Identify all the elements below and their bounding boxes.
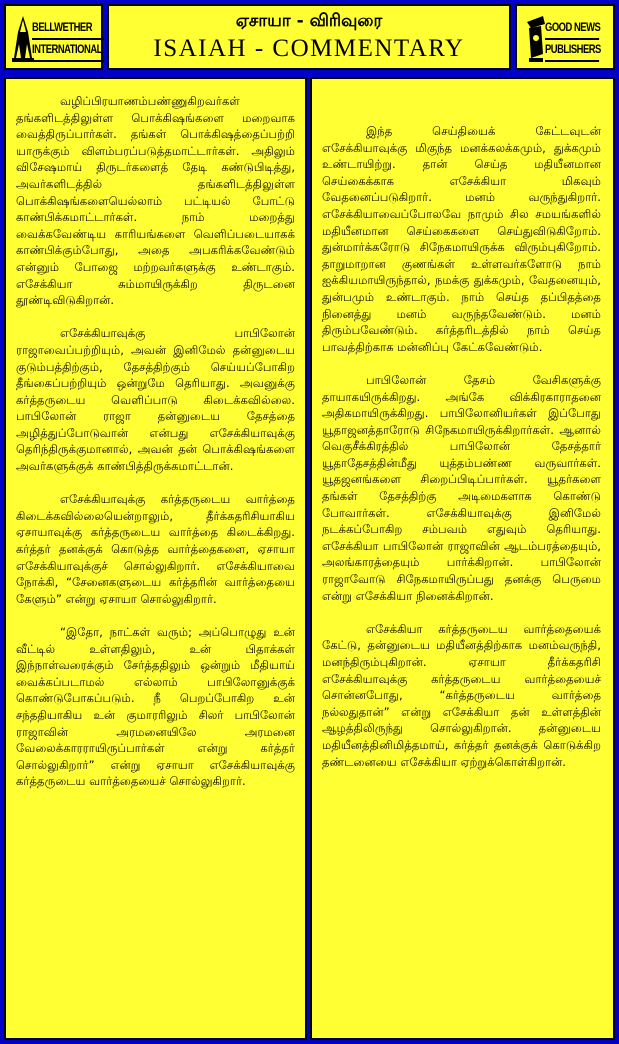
paragraph: “இதோ, நாட்கள் வரும்; அப்பொழுது உன் வீட்டில் உள்ளதிலும், உன் பிதாக்கள் இந்நாள்வரைக்கும் சேர்த்ததிலும் ஒன்றும் மீதியாய் வைக்கப்படாமல் எல்லாம் பாபிலோனுக்குக் கொண்டுபோகப்படும். நீ பெறப்போகிற உன் சந்ததியாகிய உன் குமாரரிலும் சிலர் பாபிலோன் ராஜாவின் அரமனையிலே அரமனை வேலைக்காரராயிருப்பார்கள் என்று கர்த்தர் சொல்லுகிறார்” என்று ஏசாயா எசேக்கியாவுக்கு கர்த்தருடைய வார்த்தையைச் சொல்லுகிறார். [16, 625, 295, 789]
right-column [310, 77, 615, 1040]
left-column [4, 77, 307, 1040]
paragraph: எசேக்கியா கர்த்தருடைய வார்த்தையைக் கேட்டு, தன்னுடைய மதியீனத்திற்காக மனம்வருந்தி, மனந்திரும்புகிறான். ஏசாயா தீர்க்கதரிசி எசேக்கியாவுக்கு கர்த்தருடைய வார்த்தையைச் சொன்னபோது, “கர்த்தருடைய வார்த்தை நல்லதுதான்” என்று எசேக்கியா தன் உள்ளத்தின் ஆழத்திலிருந்து சொல்லுகிறான். தன்னுடைய மதியீனத்தினிமித்தமாய், கர்த்தர் தனக்குக் கொடுக்கிற தண்டனையை எசேக்கியா ஏற்றுக்கொள்கிறான். [322, 621, 601, 769]
paragraph: பாபிலோன் தேசம் வேசிகளுக்கு தாயாகயிருக்கிறது. அங்கே விக்கிரகாராதனை அதிகமாயிருக்கிறது. பாபிலோனியர்கள் இப்போது யூதாஜனத்தாரோடு சிநேகமாயிருக்கிறார்கள். ஆனால் வெகுசீக்கிரத்தில் பாபிலோன் தேசத்தார் யூதாதேசத்தின்மீது யுத்தம்பண்ண வருவார்கள். யூதஜனங்களை சிறைப்பிடிப்பார்கள். யூதர்களை தங்கள் தேசத்திற்கு அடிமைகளாக கொண்டு போவார்கள். எசேக்கியாவுக்கு இனிமேல் நடக்கப்போகிற சம்பவம் எதுவும் தெரியாது. எசேக்கியா பாபிலோன் ராஜாவின் ஆடம்பரத்தையும், அலங்காரத்தையும் பார்க்கிறான். பாபிலோன் ராஜாவோடு சிநேகமாயிருப்பது தனக்கு பெருமை என்று எசேக்கியா நினைக்கிறான். [322, 372, 601, 603]
title-english: ISAIAH - COMMENTARY [153, 35, 465, 62]
bellwether-logo [4, 4, 103, 70]
logo-left-line2: INTERNATIONAL [32, 44, 102, 56]
logo-right-line1: GOOD NEWS [545, 22, 601, 34]
logo-right-line2: PUBLISHERS [545, 44, 601, 56]
paragraph: இந்த செய்தியைக் கேட்டவுடன் எசேக்கியாவுக்கு மிகுந்த மனக்கலக்கமும், துக்கமும் உண்டாயிற்று. தான் செய்த மதியீனமான செய்கைக்காக எசேக்கியா மிகவும் வேதனைப்படுகிறார். மனம் வருந்துகிறார். எசேக்கியாவைப்போலவே நாமும் சில சமயங்களில் மதியீனமான செய்கைகளை செய்துவிடுகிறோம். துன்மார்க்கரோடு சிநேகமாயிருக்க விரும்புகிறோம். தாறுமாறான குணங்கள் உள்ளவர்களோடு நாம் ஐக்கியமாயிருந்தால், நமக்கு துக்கமும், வேதனையும், துன்பமும் உண்டாகும். நாம் செய்த தப்பிதத்தை நினைத்து மனம் வருந்தவேண்டும். மனம் திரும்பவேண்டும். கர்த்தரிடத்தில் நாம் செய்த பாவத்திற்காக மன்னிப்பு கேட்கவேண்டும். [322, 124, 601, 354]
good-news-logo [515, 4, 615, 70]
logo-left-line1: BELLWETHER [32, 22, 93, 34]
paragraph: வழிப்பிரயாணம்பண்ணுகிறவர்கள் தங்களிடத்திலுள்ள பொக்கிஷங்களை மறைவாக வைத்திருப்பார்கள். தங்கள் பொக்கிஷத்தைப்பற்றி யாருக்கும் விளம்பரப்படுத்தமாட்டார்கள். அதிலும் விசேஷமாய் திருடர்களைத் தேடி கண்டுபிடித்து, அவர்களிடத்தில் தங்களிடத்திலுள்ள பொக்கிஷங்களையெல்லாம் பட்டியல் போட்டு காண்பிக்கமாட்டார்கள். நாம் மறைத்து வைக்கவேண்டிய காரியங்களை வெளிப்படையாகக் காண்பிக்கும்போது, அதை அபகரிக்கவேண்டும் என்னும் போஜை மற்றவர்களுக்கு உண்டாகும். எசேக்கியா சும்மாயிருக்கிற திருடனை தூண்டிவிடுகிறான். [16, 94, 295, 308]
paragraph: எசேக்கியாவுக்கு கர்த்தருடைய வார்த்தை கிடைக்கவில்லையென்றாலும், தீர்க்கதரிசியாகிய ஏசாயாவுக்கு கர்த்தருடைய வார்த்தை கிடைக்கிறது. கர்த்தர் தனக்குக் கொடுத்த வார்த்தைகளை, ஏசாயா எசேக்கியாவுக்குச் சொல்லுகிறார். எசேக்கியாவை நோக்கி, “சேனைகளுடைய கர்த்தரின் வார்த்தையை கேளும்” என்று ஏசாயா சொல்லுகிறார். [16, 492, 295, 606]
header-title [107, 4, 511, 70]
title-tamil: ஏசாயா - விரிவுரை [235, 11, 383, 31]
paragraph: எசேக்கியாவுக்கு பாபிலோன் ராஜாவைப்பற்றியும், அவன் இனிமேல் தன்னுடைய குடும்பத்திற்கும், தேசத்திற்கும் செய்யப்போகிற தீங்கைப்பற்றியும் ஒன்றுமே தெரியாது. அவனுக்கு கர்த்தருடைய வெளிப்பாடு கிடைக்கவில்லை. பாபிலோன் ராஜா தன்னுடைய தேசத்தை அழித்துப்போடுவான் என்பது எசேக்கியாவுக்கு தெரிந்திருக்குமானால், அவன் தன் பொக்கிஷங்களை அவர்களுக்குக் காண்பித்திருக்கமாட்டான். [16, 326, 295, 474]
